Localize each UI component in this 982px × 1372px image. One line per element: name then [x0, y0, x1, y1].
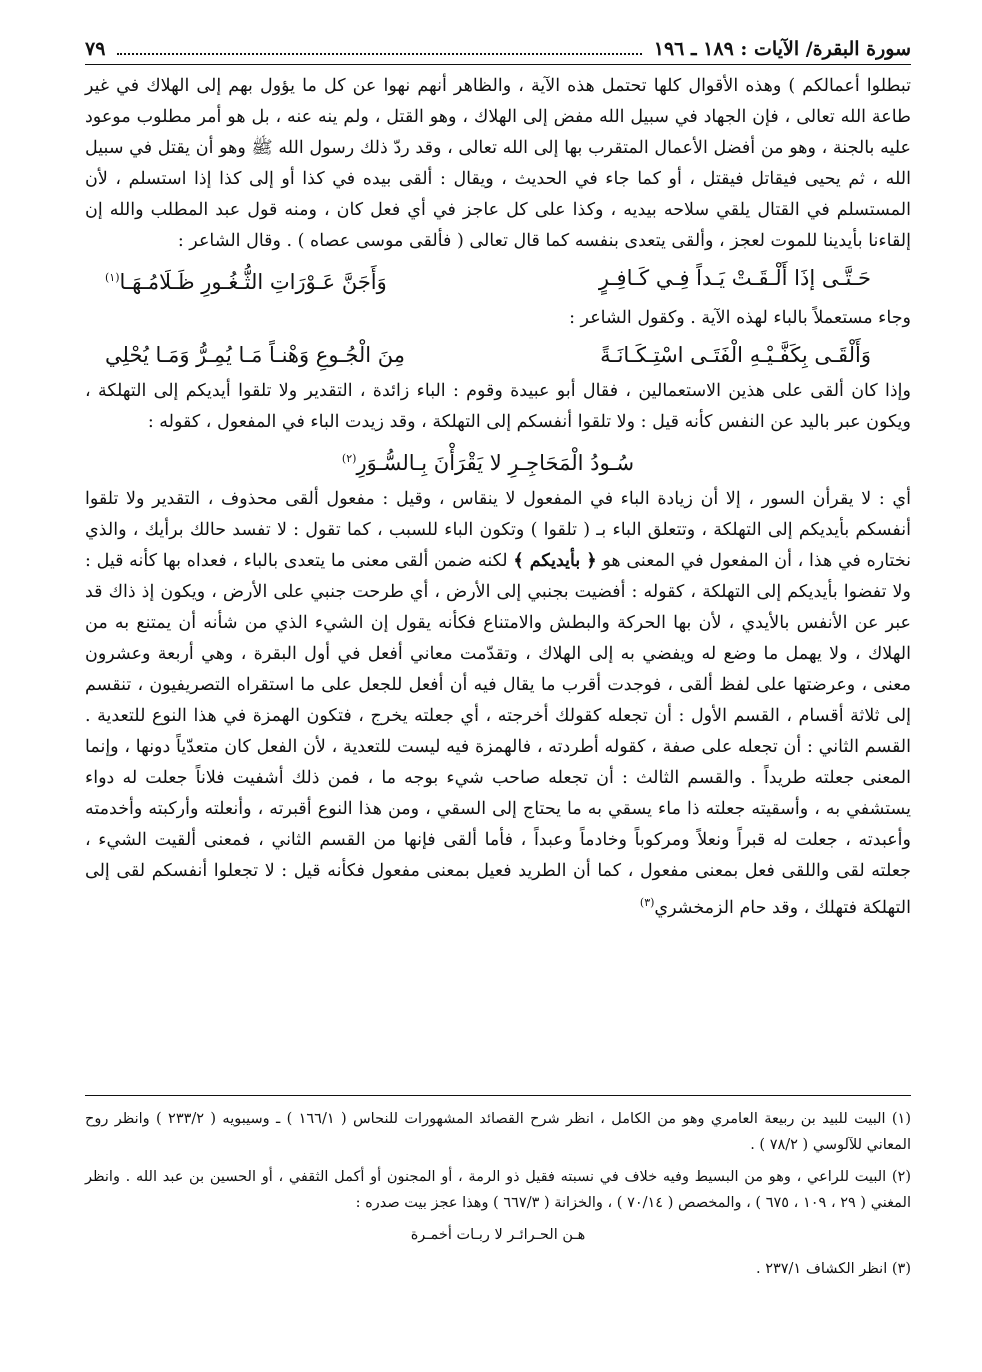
page-number: ٧٩ — [85, 38, 106, 60]
verse-3-text — [342, 438, 634, 484]
page-header — [85, 38, 911, 65]
verse-1 — [85, 257, 911, 303]
paragraph-4 — [85, 484, 911, 924]
verse-2-first-hemistich: وَأَلْقَـى بِكَفَّـيْـهِ الْفَتَـى اسْتِـكَـانَـةً — [600, 343, 871, 367]
paragraph-3: وإذا كان ألقى على هذين الاستعمالين ، فقال أبو عبيدة وقوم : الباء زائدة ، التقدير ولا تلقوا أيديكم إلى التهلكة ، ويكون عبر باليد عن النفس كأنه قيل : ولا تلقوا أنفسكم إلى التهلكة ، وقد زيدت الباء في المفعول ، كقوله : — [85, 381, 911, 432]
footnote-ref-2: (٢) — [341, 452, 357, 465]
footnote-3: (٣) انظر الكشاف ٢٣٧/١ . — [755, 1261, 911, 1277]
page-title: سورة البقرة/ الآيات : ١٨٩ ـ ١٩٦ — [653, 38, 911, 60]
footnote-ref-1: (١) — [105, 271, 120, 284]
footnote-ref-3: (٣) — [639, 896, 655, 909]
verse-1-second-hemistich — [105, 257, 387, 303]
footnote-1: (١) البيت للبيد بن ربيعة العامري وهو من الكامل ، انظر شرح القصائد المشهورات للنحاس ( ١٦٦/١ ) ـ وسيبويه ( ٢٣٣/٢ ) وانظر روح المعاني للآلوسي ( ٧٨/٢ ) . — [85, 1111, 912, 1153]
footnote-2: (٢) البيت للراعي ، وهو من البسيط وفيه خلاف في نسبته فقيل ذو الرمة ، أو المجنون أو أكمل الثقفي ، أو الحسين بن عبد الله . وانظر المغني ( ٢٩ ، ١٠٩ ، ٦٧٥ ) ، والمخصص ( ٧٠/١٤ ) ، والخزانة ( ٦٦٧/٣ ) وهذا عجز بيت صدره : — [85, 1169, 911, 1211]
verse-2 — [85, 334, 911, 376]
header-dot-leader — [117, 53, 641, 55]
verse-3 — [85, 438, 911, 484]
verse-1-second-text: وَأَجَنَّ عَـوْرَاتِ الثُّـغُـورِ ظَـلَامُـهَـا — [119, 270, 387, 294]
paragraph-4-part-b: لكنه ضمن ألقى معنى ما يتعدى بالباء ، فعداه بها كأنه قيل : ولا تفضوا بأيديكم إلى التهلكة ، كقوله : أفضيت بجنبي إلى الأرض ، أي طرحت جنبي على الأرض ، ويكون إذ ذاك قد عبر عن الأنفس بالأيدي ، لأن بها الحركة والبطش والامتناع فكأنه يقول إن الشيء الذي من شأنه أن يمتنع به من الهلاك ، ولا يهمل ما وضع له ويفضي به إلى الهلاك ، وتقدّمت معاني أفعل في أول البقرة ، وهي أربعة وعشرون معنى ، وعرضتها على لفظ ألقى ، فوجدت أقرب ما يقال فيه أن أفعل للجعل على ما استقراه التصريفيون ، تنقسم إلى ثلاثة أقسام ، القسم الأول : أن تجعله كقولك أخرجته ، أي جعلته يخرج ، فتكون الهمزة في هذا النوع للتعدية . القسم الثاني : أن تجعله على صفة ، كقوله أطردته ، فالهمزة فيه ليست للتعدية ، لأن الفعل كان متعدّياً دونها ، وإنما المعنى جعلته طريداً . والقسم الثالث : أن تجعله صاحب شيء بوجه ما ، فمن ذلك أشفيت فلاناً جعلت له دواء يستشفي به ، وأسقيته جعلته ذا ماء يسقي به ما يحتاج إلى السقي ، ومن هذا النوع أقبرته ، وأنعلته وأركبته وأخدمته وأعبدته ، جعلت له قبراً ونعلاً ومركوباً وخادماً وعبداً ، فأما ألقى فإنها من القسم الثاني ، فمعنى ألقيت الشيء ، جعلته لقى واللقى فعل بمعنى مفعول ، كما أن الطريد فعيل بمعنى مفعول فكأنه قيل : لا تجعلوا أنفسكم لقى إلى التهلكة فتهلك ، وقد حام الزمخشري — [85, 551, 911, 918]
paragraph-4-part-a: أي : لا يقرأن السور ، إلا أن زيادة الباء في المفعول لا ينقاس ، وقيل : مفعول ألقى محذوف ، التقدير ولا تلقوا أنفسكم بأيديكم إلى التهلكة ، وتتعلق الباء بـ ( تلقوا ) وتكون الباء للسبب ، كما تقول : لا تفسد حالك برأيك ، والذي نختاره في هذا ، أن المفعول في المعنى هو — [85, 489, 911, 571]
verse-2-second-hemistich: مِنَ الْجُـوعِ وَهْنـاً مَـا يُمِـرُّ وَمَـا يُحْلِي — [105, 343, 406, 367]
footnotes — [85, 1095, 911, 1288]
page-body — [85, 38, 911, 924]
paragraph-2: وجاء مستعملاً بالباء لهذه الآية . وكقول الشاعر : — [569, 308, 911, 328]
verse-1-first-hemistich: حَـتَّـى إذَا أَلْـقَـتْ يَـداً فِـي كَـافِـرٍ — [598, 266, 871, 290]
quranic-quote: ﴿ بأيديكم ﴾ — [513, 551, 597, 571]
verse-3-line: سُـودُ الْمَحَاجِـرِ لا يَقْرَأْنَ بِـالسُّـوَرِ — [356, 451, 635, 475]
footnote-2-verse: هـن الحـرائـر لا ربـات أخمـرة — [410, 1227, 586, 1243]
paragraph-1: تبطلوا أعمالكم ) وهذه الأقوال كلها تحتمل هذه الآية ، والظاهر أنهم نهوا عن كل ما يؤول بهم إلى الهلاك في غير طاعة الله تعالى ، فإن الجهاد في سبيل الله مفض إلى الهلاك ، وهو القتل ، ولم ينه عنه ، بل هو أمر مطلوب موعود عليه بالجنة ، وهو من أفضل الأعمال المتقرب بها إلى الله تعالى ، وقد ردّ ذلك رسول الله ﷺ وهو أن يقتل في سبيل الله ، ثم يحيى فيقاتل فيقتل ، أو كما جاء في الحديث ، ويقال : ألقى بيده في كذا أو إلى كذا إذا استسلم ، لأن المستسلم في القتال يلقي سلاحه بيديه ، وكذا على كل عاجز في أي فعل كان ، ومنه قول عبد المطلب والله إن إلقاءنا بأيدينا للموت لعجز ، وألقى يتعدى بنفسه كما قال تعالى ( فألقى موسى عصاه ) . وقال الشاعر : — [85, 76, 911, 251]
